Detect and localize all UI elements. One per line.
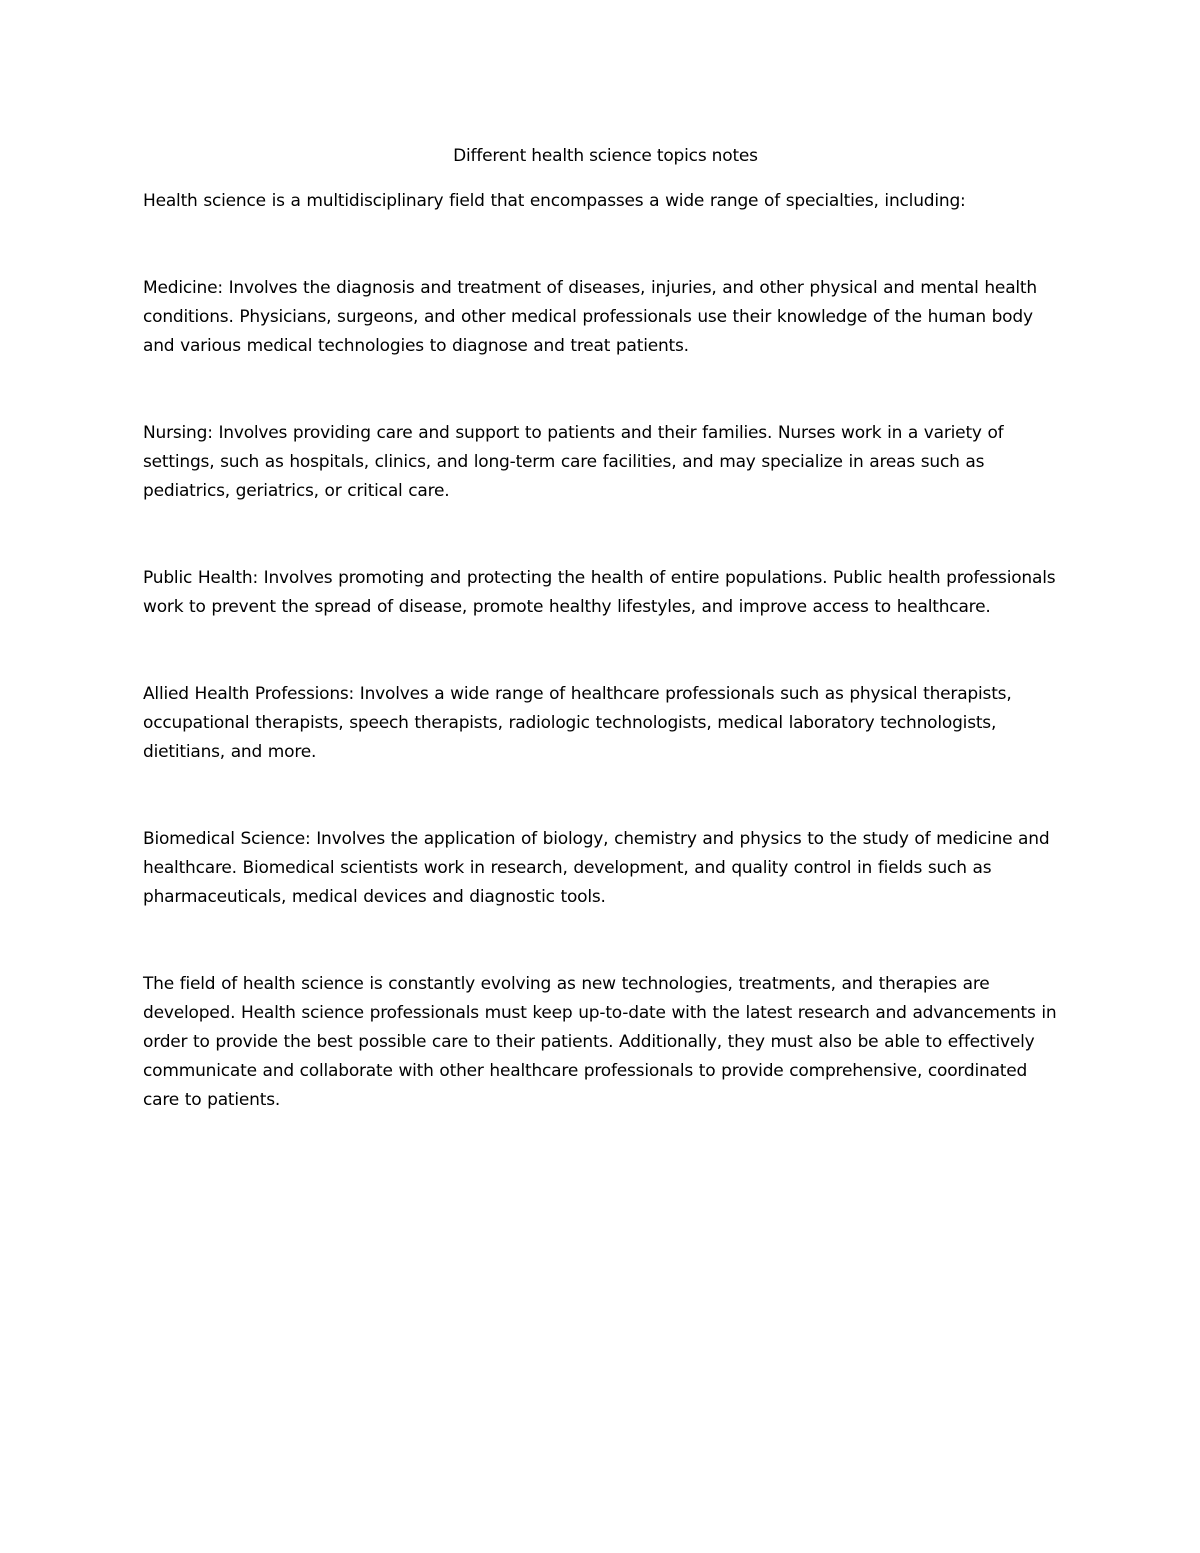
paragraph-public-health: Public Health: Involves promoting and protecting the health of entire populations. Public health professionals work to prevent the spread of disease, promote healthy lifestyles, and improve access to healthcare. xyxy=(143,568,1056,617)
paragraph-medicine: Medicine: Involves the diagnosis and treatment of diseases, injuries, and other physical and mental health conditions. Physicians, surgeons, and other medical professionals use their knowledge of the human body and various medical technologies to diagnose and treat patients. xyxy=(143,278,1037,356)
paragraph-nursing: Nursing: Involves providing care and support to patients and their families. Nurses work in a variety of settings, such as hospitals, clinics, and long-term care facilities, and may specialize in areas such as pediatrics, geriatrics, or critical care. xyxy=(143,423,1004,501)
intro-paragraph: Health science is a multidisciplinary field that encompasses a wide range of specialties, including: xyxy=(143,191,966,211)
paragraph-biomedical-science: Biomedical Science: Involves the application of biology, chemistry and physics to the study of medicine and healthcare. Biomedical scientists work in research, development, and quality control in fields such as pharmaceuticals, medical devices and diagnostic tools. xyxy=(143,829,1050,907)
document-body xyxy=(143,142,1068,1115)
paragraph-allied-health: Allied Health Professions: Involves a wide range of healthcare professionals such as physical therapists, occupational therapists, speech therapists, radiologic technologists, medical laboratory technologists, dietitians, and more. xyxy=(143,684,1012,762)
document-title: Different health science topics notes xyxy=(453,146,758,166)
paragraph-conclusion: The field of health science is constantly evolving as new technologies, treatments, and therapies are developed. Health science professionals must keep up-to-date with the latest research and advancements in order to provide the best possible care to their patients. Additionally, they must also be able to effectively communicate and collaborate with other healthcare professionals to provide comprehensive, coordinated care to patients. xyxy=(143,974,1057,1110)
